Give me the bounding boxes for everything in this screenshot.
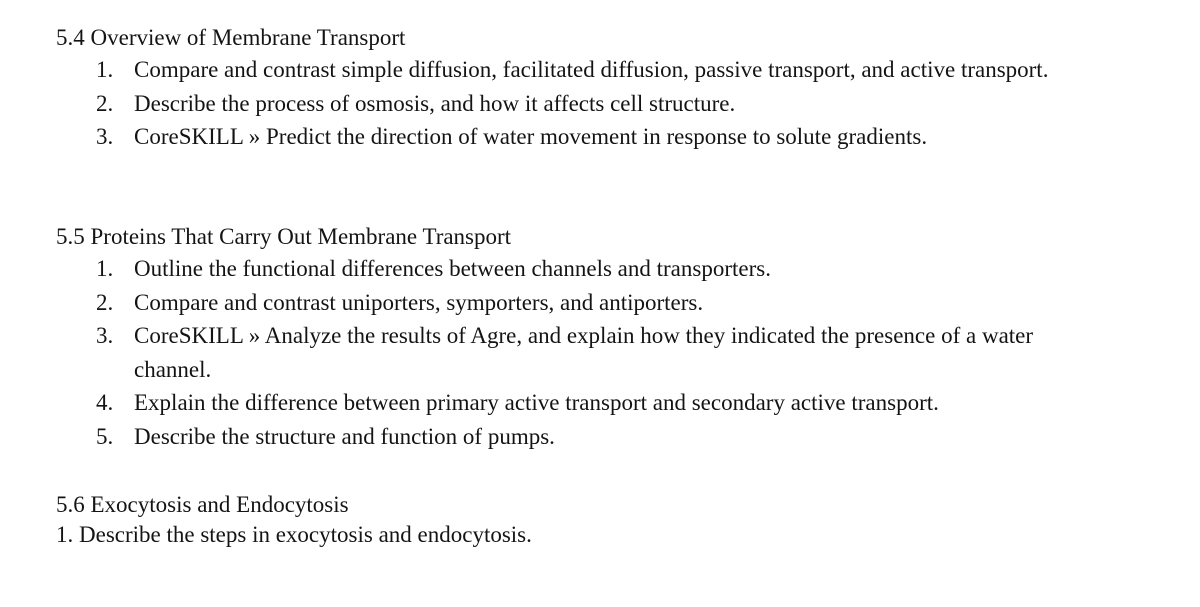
item-text: Compare and contrast uniporters, symporters, and antiporters. [134,289,704,315]
section-title: 5.5 Proteins That Carry Out Membrane Transport [56,224,512,249]
section-5-4 [56,23,1176,154]
list-item [56,319,1176,386]
list-item [56,87,1176,121]
list-item [56,252,1176,286]
item-text: Outline the functional differences between channels and transporters. [134,256,771,281]
list-item: 1. Describe the steps in exocytosis and endocytosis. [56,522,532,547]
section-5-6 [56,490,1176,550]
item-number: 2. [96,90,114,116]
objective-list [56,53,1176,154]
item-number: 2. [96,289,114,315]
list-item [56,386,1176,420]
list-item [56,120,1176,154]
list-item [56,53,1176,87]
item-number: 1. [96,57,114,82]
item-number: 3. [96,323,114,348]
section-title: 5.6 Exocytosis and Endocytosis [56,492,349,517]
item-text: Compare and contrast simple diffusion, facilitated diffusion, passive transport, and active transport. [134,57,1049,82]
item-number: 5. [96,423,114,449]
list-item [56,420,1176,454]
item-text: CoreSKILL » Predict the direction of water movement in response to solute gradients. [134,124,928,149]
item-text: Describe the process of osmosis, and how it affects cell structure. [134,90,736,116]
objective-list [56,252,1176,453]
item-text: Describe the structure and function of pumps. [134,423,555,449]
item-text: CoreSKILL » Analyze the results of Agre, and explain how they indicated the presence of a water channel. [134,323,1034,382]
section-5-5 [56,222,1176,453]
item-number: 3. [96,124,114,149]
item-number: 4. [96,390,114,415]
item-text: Explain the difference between primary active transport and secondary active transport. [134,390,939,415]
list-item [56,286,1176,320]
item-number: 1. [96,256,114,281]
section-title: 5.4 Overview of Membrane Transport [56,25,406,50]
